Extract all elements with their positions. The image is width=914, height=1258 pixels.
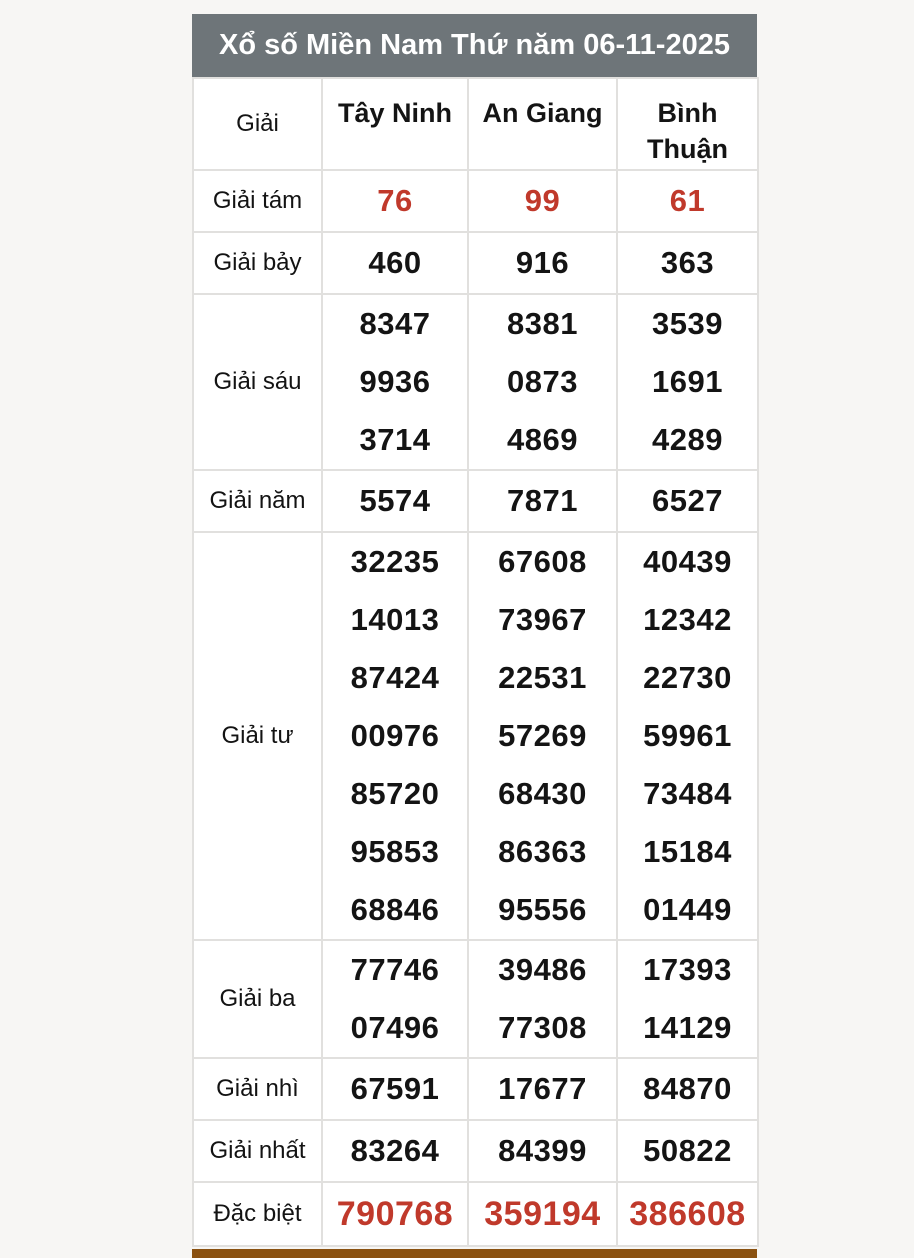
prize-number-cell <box>322 940 468 1058</box>
prize-number: 5574 <box>359 483 431 518</box>
prize-number: 0873 <box>507 364 578 399</box>
prize-number-cell <box>322 1058 468 1120</box>
prize-number-cell <box>617 1058 758 1120</box>
prize-number-cell <box>617 1120 758 1182</box>
prize-number: 3539 <box>652 306 723 341</box>
prize-number: 68846 <box>350 892 440 927</box>
prize-number: 85720 <box>350 776 440 811</box>
table-row <box>193 532 758 940</box>
prize-number-cell <box>468 532 617 940</box>
prize-number-cell <box>322 532 468 940</box>
province-column-header: Bình Thuận <box>617 78 758 170</box>
prize-number: 14013 <box>350 602 440 637</box>
prize-number-cell <box>468 1058 617 1120</box>
prize-number: 76 <box>377 183 413 218</box>
prize-number: 6527 <box>652 483 723 518</box>
prize-number: 8381 <box>507 306 578 341</box>
prize-number: 8347 <box>359 306 431 341</box>
prize-number: 84870 <box>643 1071 732 1106</box>
prize-number-cell <box>322 1182 468 1246</box>
table-row <box>193 1058 758 1120</box>
province-column-header: An Giang <box>468 78 617 170</box>
prize-label: Giải sáu <box>193 294 322 470</box>
prize-number: 59961 <box>643 718 732 753</box>
prize-label: Giải bảy <box>193 232 322 294</box>
prize-number: 73967 <box>498 602 587 637</box>
table-row <box>193 1182 758 1246</box>
prize-number: 22531 <box>498 660 587 695</box>
prize-number: 86363 <box>498 834 587 869</box>
prize-number: 73484 <box>643 776 732 811</box>
prize-number: 83264 <box>350 1133 440 1168</box>
prize-number: 84399 <box>498 1133 587 1168</box>
prize-number: 460 <box>368 245 422 280</box>
prize-label: Giải tám <box>193 170 322 232</box>
prize-number: 9936 <box>359 364 431 399</box>
prize-number: 386608 <box>629 1195 746 1233</box>
table-row <box>193 470 758 532</box>
prize-number: 363 <box>660 245 715 280</box>
column-header-row <box>193 78 758 170</box>
prize-number: 15184 <box>643 834 732 869</box>
prize-number: 67608 <box>498 544 587 579</box>
footer-accent-bar <box>192 1249 757 1258</box>
province-column-header: Tây Ninh <box>322 78 468 170</box>
prize-number-cell <box>617 170 758 232</box>
prize-number: 3714 <box>359 422 431 457</box>
prize-column-header: Giải <box>193 78 322 170</box>
prize-label: Đặc biệt <box>193 1182 322 1246</box>
prize-number-cell <box>468 1182 617 1246</box>
prize-number: 99 <box>524 183 561 218</box>
prize-number: 916 <box>515 245 570 280</box>
prize-number-cell <box>617 940 758 1058</box>
prize-label: Giải nhì <box>193 1058 322 1120</box>
prize-number-cell <box>322 170 468 232</box>
prize-number: 790768 <box>336 1195 454 1233</box>
prize-number: 40439 <box>643 544 732 579</box>
prize-label: Giải năm <box>193 470 322 532</box>
prize-number: 77746 <box>350 952 440 987</box>
table-row <box>193 294 758 470</box>
prize-number: 32235 <box>350 544 440 579</box>
prize-number: 359194 <box>484 1195 601 1233</box>
prize-number-cell <box>617 470 758 532</box>
prize-number-cell <box>468 294 617 470</box>
prize-number: 50822 <box>643 1133 732 1168</box>
prize-number: 14129 <box>643 1010 732 1045</box>
prize-number-cell <box>468 470 617 532</box>
prize-number-cell <box>617 294 758 470</box>
prize-number: 39486 <box>498 952 587 987</box>
prize-number: 57269 <box>498 718 587 753</box>
table-row <box>193 170 758 232</box>
prize-number: 07496 <box>350 1010 440 1045</box>
prize-number: 95556 <box>498 892 587 927</box>
prize-number: 1691 <box>652 364 723 399</box>
prize-number: 7871 <box>507 483 578 518</box>
prize-number: 68430 <box>498 776 587 811</box>
lottery-results-board <box>192 14 757 1258</box>
prize-number: 00976 <box>350 718 440 753</box>
table-row <box>193 232 758 294</box>
prize-number: 01449 <box>643 892 732 927</box>
prize-number-cell <box>322 1120 468 1182</box>
prize-number-cell <box>322 294 468 470</box>
results-title: Xổ số Miền Nam Thứ năm 06-11-2025 <box>192 14 757 77</box>
prize-number-cell <box>617 232 758 294</box>
prize-number-cell <box>617 1182 758 1246</box>
prize-number: 95853 <box>350 834 440 869</box>
prize-number-cell <box>468 232 617 294</box>
prize-number-cell <box>322 470 468 532</box>
prize-number-cell <box>468 940 617 1058</box>
prize-number: 12342 <box>643 602 732 637</box>
results-table <box>192 77 759 1247</box>
prize-number-cell <box>617 532 758 940</box>
prize-label: Giải tư <box>193 532 322 940</box>
table-row <box>193 940 758 1058</box>
prize-number: 61 <box>669 183 706 218</box>
prize-number: 87424 <box>350 660 440 695</box>
prize-number: 17677 <box>498 1071 587 1106</box>
prize-number: 67591 <box>350 1071 440 1106</box>
prize-number: 4289 <box>652 422 723 457</box>
prize-number-cell <box>468 170 617 232</box>
prize-label: Giải ba <box>193 940 322 1058</box>
prize-number-cell <box>468 1120 617 1182</box>
prize-label: Giải nhất <box>193 1120 322 1182</box>
prize-number: 77308 <box>498 1010 587 1045</box>
prize-number: 22730 <box>643 660 732 695</box>
prize-number-cell <box>322 232 468 294</box>
prize-number: 17393 <box>643 952 732 987</box>
table-row <box>193 1120 758 1182</box>
prize-number: 4869 <box>507 422 578 457</box>
